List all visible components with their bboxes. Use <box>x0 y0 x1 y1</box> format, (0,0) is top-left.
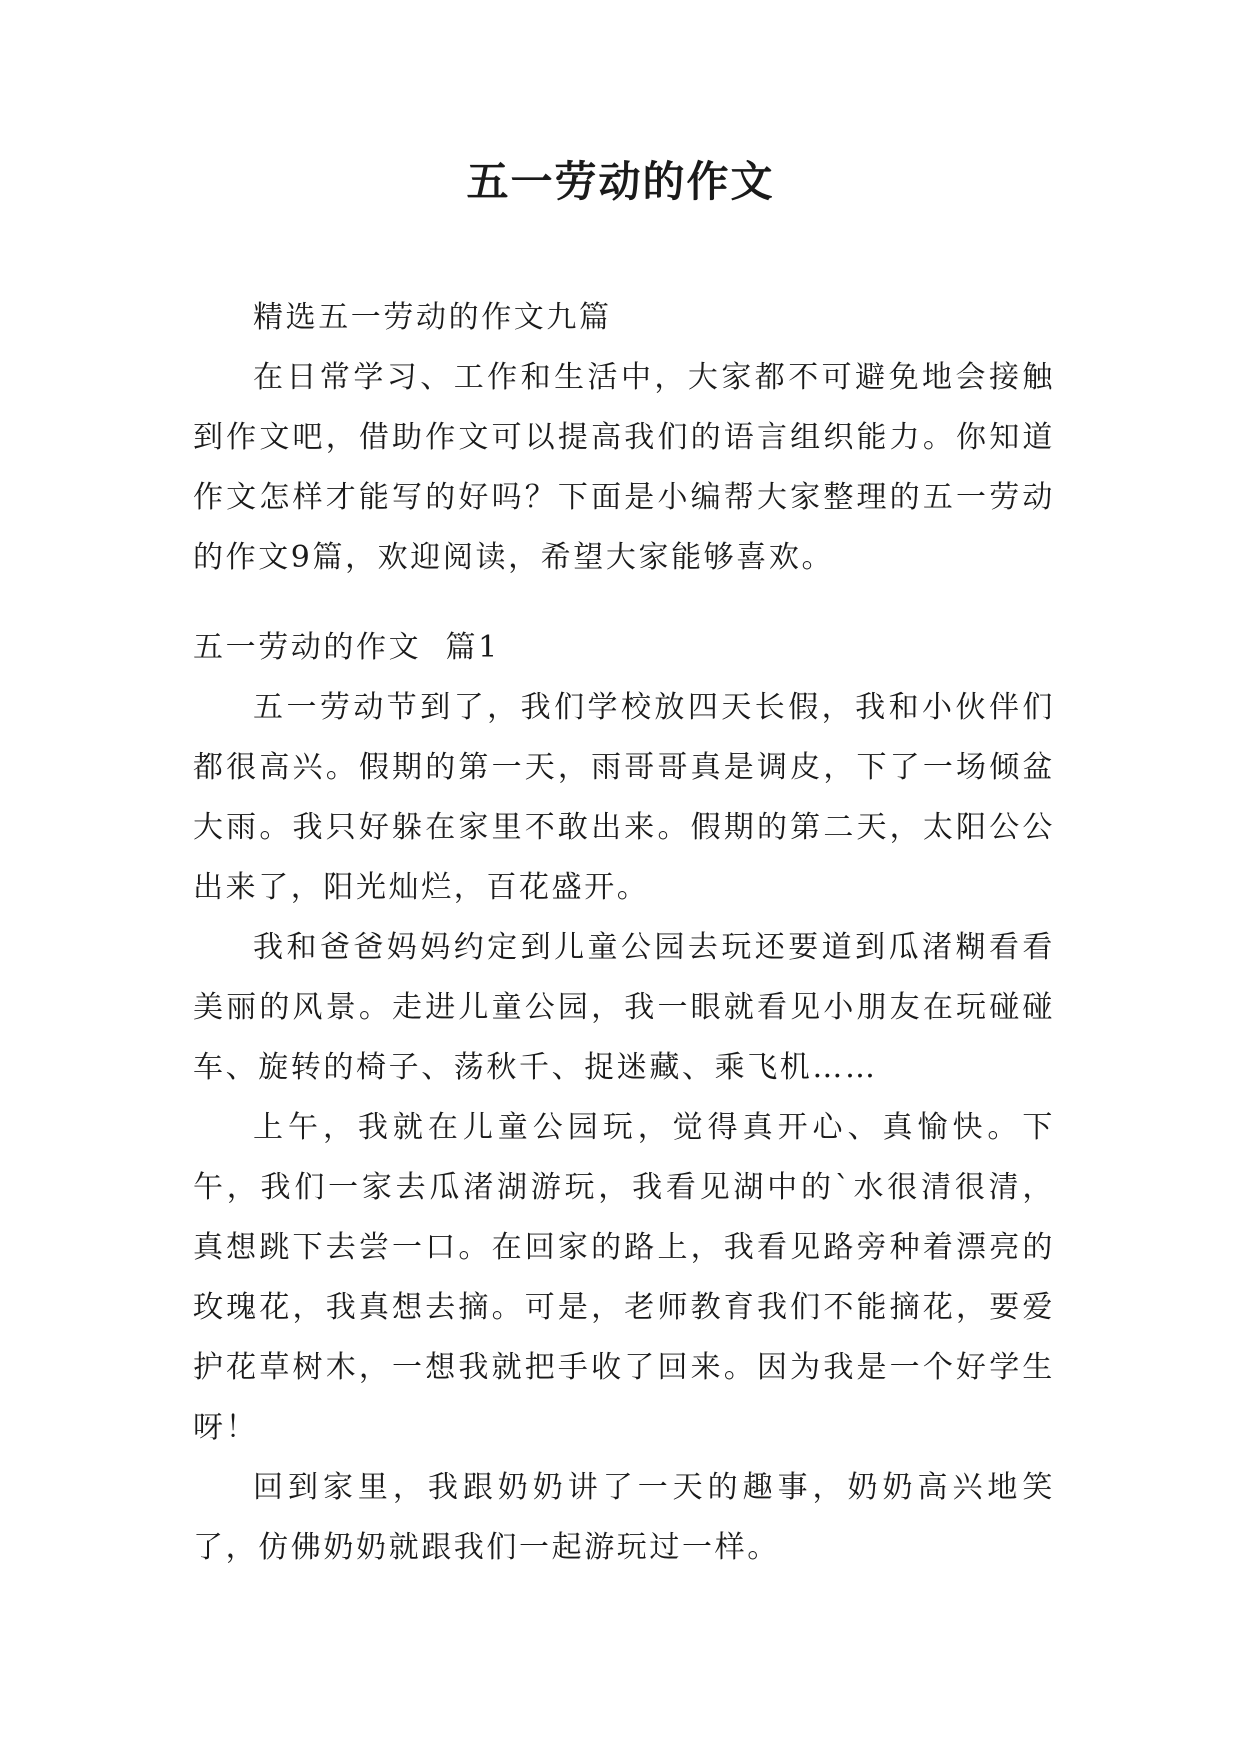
section-paragraph: 我和爸爸妈妈约定到儿童公园去玩还要道到瓜渚糊看看美丽的风景。走进儿童公园，我一眼就看见小朋友在玩碰碰车、旋转的椅子、荡秋千、捉迷藏、乘飞机…… <box>193 930 1055 1085</box>
document-title: 五一劳动的作文 <box>466 157 775 206</box>
section-paragraph: 上午，我就在儿童公园玩，觉得真开心、真愉快。下午，我们一家去瓜渚湖游玩，我看见湖中的`水很清很清，真想跳下去尝一口。在回家的路上，我看见路旁种着漂亮的玫瑰花，我真想去摘。可是，老师教育我们不能摘花，要爱护花草树木，一想我就把手收了回来。因为我是一个好学生呀！ <box>193 1110 1055 1445</box>
document-body <box>193 288 1055 1578</box>
section-paragraph: 五一劳动节到了，我们学校放四天长假，我和小伙伴们都很高兴。假期的第一天，雨哥哥真是调皮，下了一场倾盆大雨。我只好躲在家里不敢出来。假期的第二天，太阳公公出来了，阳光灿烂，百花盛开。 <box>193 690 1055 905</box>
section-gap <box>193 588 1055 618</box>
section-heading: 五一劳动的作文 篇1 <box>193 630 500 665</box>
document-subtitle: 精选五一劳动的作文九篇 <box>253 300 612 335</box>
section-paragraph: 回到家里，我跟奶奶讲了一天的趣事，奶奶高兴地笑了，仿佛奶奶就跟我们一起游玩过一样。 <box>193 1470 1055 1565</box>
intro-paragraph: 在日常学习、工作和生活中，大家都不可避免地会接触到作文吧，借助作文可以提高我们的语言组织能力。你知道作文怎样才能写的好吗？下面是小编帮大家整理的五一劳动的作文9篇，欢迎阅读，希望大家能够喜欢。 <box>193 360 1055 575</box>
